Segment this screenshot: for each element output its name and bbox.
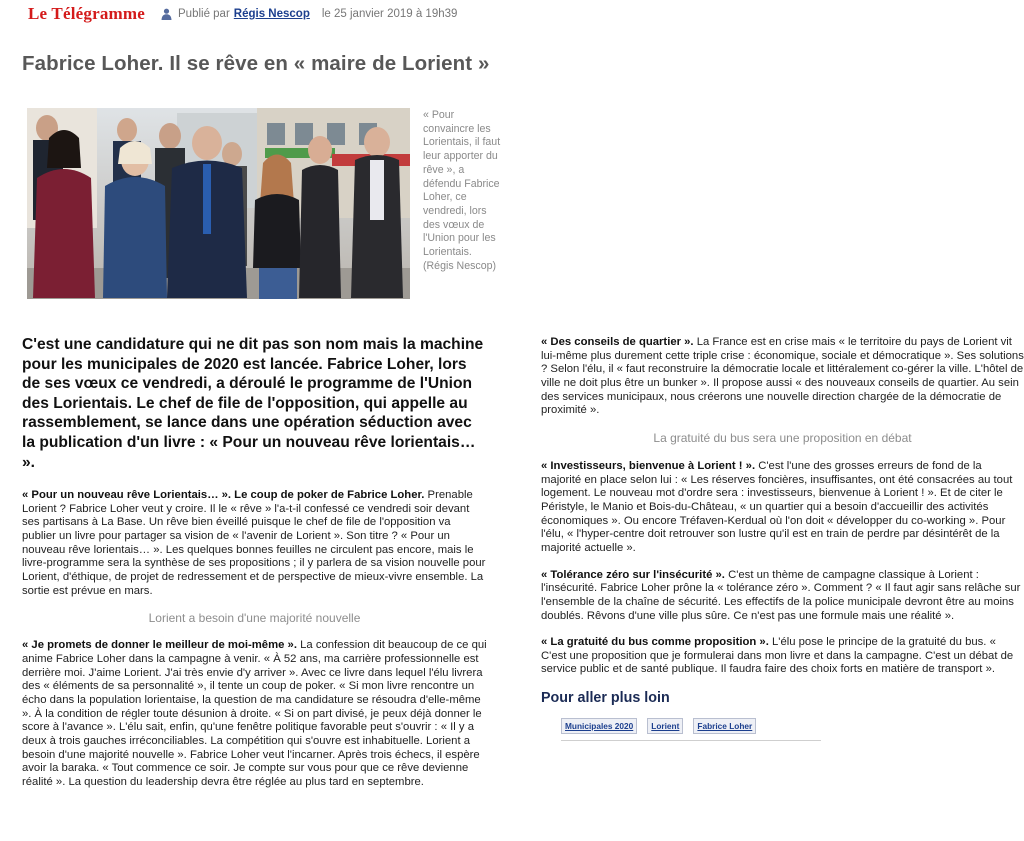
paragraph-1 xyxy=(22,489,487,598)
published-by-label: Publié par xyxy=(178,8,230,20)
group-photo-image xyxy=(27,108,410,299)
tag-municipales-2020[interactable]: Municipales 2020 xyxy=(561,718,637,734)
paragraph-4-text: C'est l'une des grosses erreurs de fond de la majorité en place selon lui : « Les réserves foncières, insuffisantes, ont été consacrées au tout logement. Le nouveau mot d'ordre sera : investisseurs, bienvenue à Lorient ! ». Et de citer le Péristyle, le Manio et Bois-du-Château, « un quartier qui a besoin d'accueillir des activités économiques ». Ou encore Tréfaven-Kerdual où l'on doit « développer du co-working ». Pour l'élu, « l'hyper-centre doit retrouver son lustre qu'il est en train de perdre par désintérêt de la majorité actuelle ». xyxy=(541,459,1013,554)
paragraph-2 xyxy=(22,639,487,789)
article-title: Fabrice Loher. Il se rêve en « maire de Lorient » xyxy=(22,52,490,75)
article-photo xyxy=(27,108,410,299)
paragraph-6-text: L'élu pose le principe de la gratuité du bus. « C'est une proposition que je formulerai dans mon livre et dans la campagne. C'est un débat de service public et de santé publique. Il faudra faire des choix forts en matière de transport ». xyxy=(541,636,1014,676)
paragraph-4 xyxy=(541,460,1024,556)
paragraph-3 xyxy=(541,336,1024,418)
article-lead: C'est une candidature qui ne dit pas son nom mais la machine pour les municipales de 2020 est lancée. Fabrice Loher, lors de ses vœux ce vendredi, a déroulé le programme de l'Union des Lorientais. Le chef de file de l'opposition, qui appelle au rassemblement, se lance dans une opération séduction avec la publication d'un livre : « Pour un nouveau rêve lorientais… ». xyxy=(22,336,484,471)
tag-list xyxy=(561,718,821,741)
article-body-right xyxy=(541,336,1024,741)
subheading-1: Lorient a besoin d'une majorité nouvelle xyxy=(148,611,361,626)
paragraph-1-text: Prenable Lorient ? Fabrice Loher veut y croire. Il le « rêve » l'a-t-il confessé ce vendredi soir devant ses partisans à La Base. Un rêve bien éveillé puisque le chef de file de l'opposition va publier un livre pour partager sa vision de « l'avenir de Lorient ». Son titre ? « Pour un nouveau rêve lorientais… ». Les quelques bonnes feuilles ne circulent pas encore, mais le livre-programme sera la synthèse de ses propositions ; il y parlera de sa vision nouvelle pour Lorient, d'éthique, de projet de redressement et de perspective de mieux-vivre ensemble. La sortie est prévue en mars. xyxy=(22,489,486,597)
paragraph-3-text: La France est en crise mais « le territoire du pays de Lorient vit lui-même plus durement cette triple crise : économique, sociale et démocratique ». Ses solutions ? Selon l'élu, il « faut reconstruire la démocratie locale et littéralement co-gérer la ville. L'hôtel de ville ne doit plus être un bunker ». Il propose aussi « des nouveaux conseils de quartier. Au sein des services municipaux, nous créerons une nouvelle direction chargée de la démocratie de proximité ». xyxy=(541,336,1024,417)
paragraph-1-heading: « Pour un nouveau rêve Lorientais… ». Le coup de poker de Fabrice Loher. xyxy=(22,489,425,502)
paragraph-5-heading: « Tolérance zéro sur l'insécurité ». xyxy=(541,568,725,581)
author-link[interactable]: Régis Nescop xyxy=(233,8,310,20)
article-body-left xyxy=(22,335,487,803)
paragraph-5-text: C'est un thème de campagne classique à Lorient : l'insécurité. Fabrice Loher prône la « tolérance zéro ». Comment ? « Il faut agir sans relâche sur l'ensemble de la chaîne de sécurité. Les effectifs de la police municipale devront être au moins doublés. Rêvons d'une ville plus sûre. Ce n'est pas une formule mais une réalité ». xyxy=(541,568,1021,622)
paragraph-2-text: La confession dit beaucoup de ce qui anime Fabrice Loher dans la campagne à venir. « À 52 ans, ma carrière professionnelle est derrière moi. J'aime Lorient. J'ai très envie d'y arriver ». Avec ce livre dans lequel l'élu livrera des « éléments de sa personnalité », il tente un coup de poker. « Si mon livre rencontre un écho dans la population lorientaise, la question de ma candidature se résoudra d'elle-même ». À la condition de régler toute désunion à droite. « Si on part divisé, je peux déjà donner le score à l'avance ». L'élu sait, enfin, qu'une fenêtre politique favorable peut s'ouvrir : « Il y a deux à trois gauches irréconciliables. La compétition qui s'ouvre est inhabituelle. Lorient a besoin d'une majorité nouvelle ». Fabrice Loher veut l'incarner. Après trois échecs, il espère avoir la baraka. « Tout commence ce soir. Je compte sur vous pour que ce rêve devienne réalité ». La question du leadership devra être réglée au plus tard en septembre. xyxy=(22,639,487,788)
paragraph-4-heading: « Investisseurs, bienvenue à Lorient ! ». xyxy=(541,459,756,472)
paragraph-3-heading: « Des conseils de quartier ». xyxy=(541,336,694,348)
site-logo[interactable]: Le Télégramme xyxy=(28,4,145,23)
publish-date: le 25 janvier 2019 à 19h39 xyxy=(321,8,458,20)
byline xyxy=(161,8,457,20)
photo-caption: « Pour convaincre les Lorientais, il faut leur apporter du rêve », a défendu Fabrice Loher, ce vendredi, lors des vœux de l'Union pour les Lorientais. (Régis Nescop) xyxy=(423,109,501,272)
more-section-title: Pour aller plus loin xyxy=(541,690,670,707)
subheading-2: La gratuité du bus sera une proposition en débat xyxy=(653,430,912,445)
tag-lorient[interactable]: Lorient xyxy=(647,718,683,734)
site-header xyxy=(28,2,457,26)
paragraph-5 xyxy=(541,569,1024,624)
author-icon xyxy=(161,8,172,20)
tag-fabrice-loher[interactable]: Fabrice Loher xyxy=(693,718,756,734)
paragraph-2-heading: « Je promets de donner le meilleur de moi-même ». xyxy=(22,639,297,652)
paragraph-6 xyxy=(541,636,1024,677)
paragraph-6-heading: « La gratuité du bus comme proposition ». xyxy=(541,636,769,649)
